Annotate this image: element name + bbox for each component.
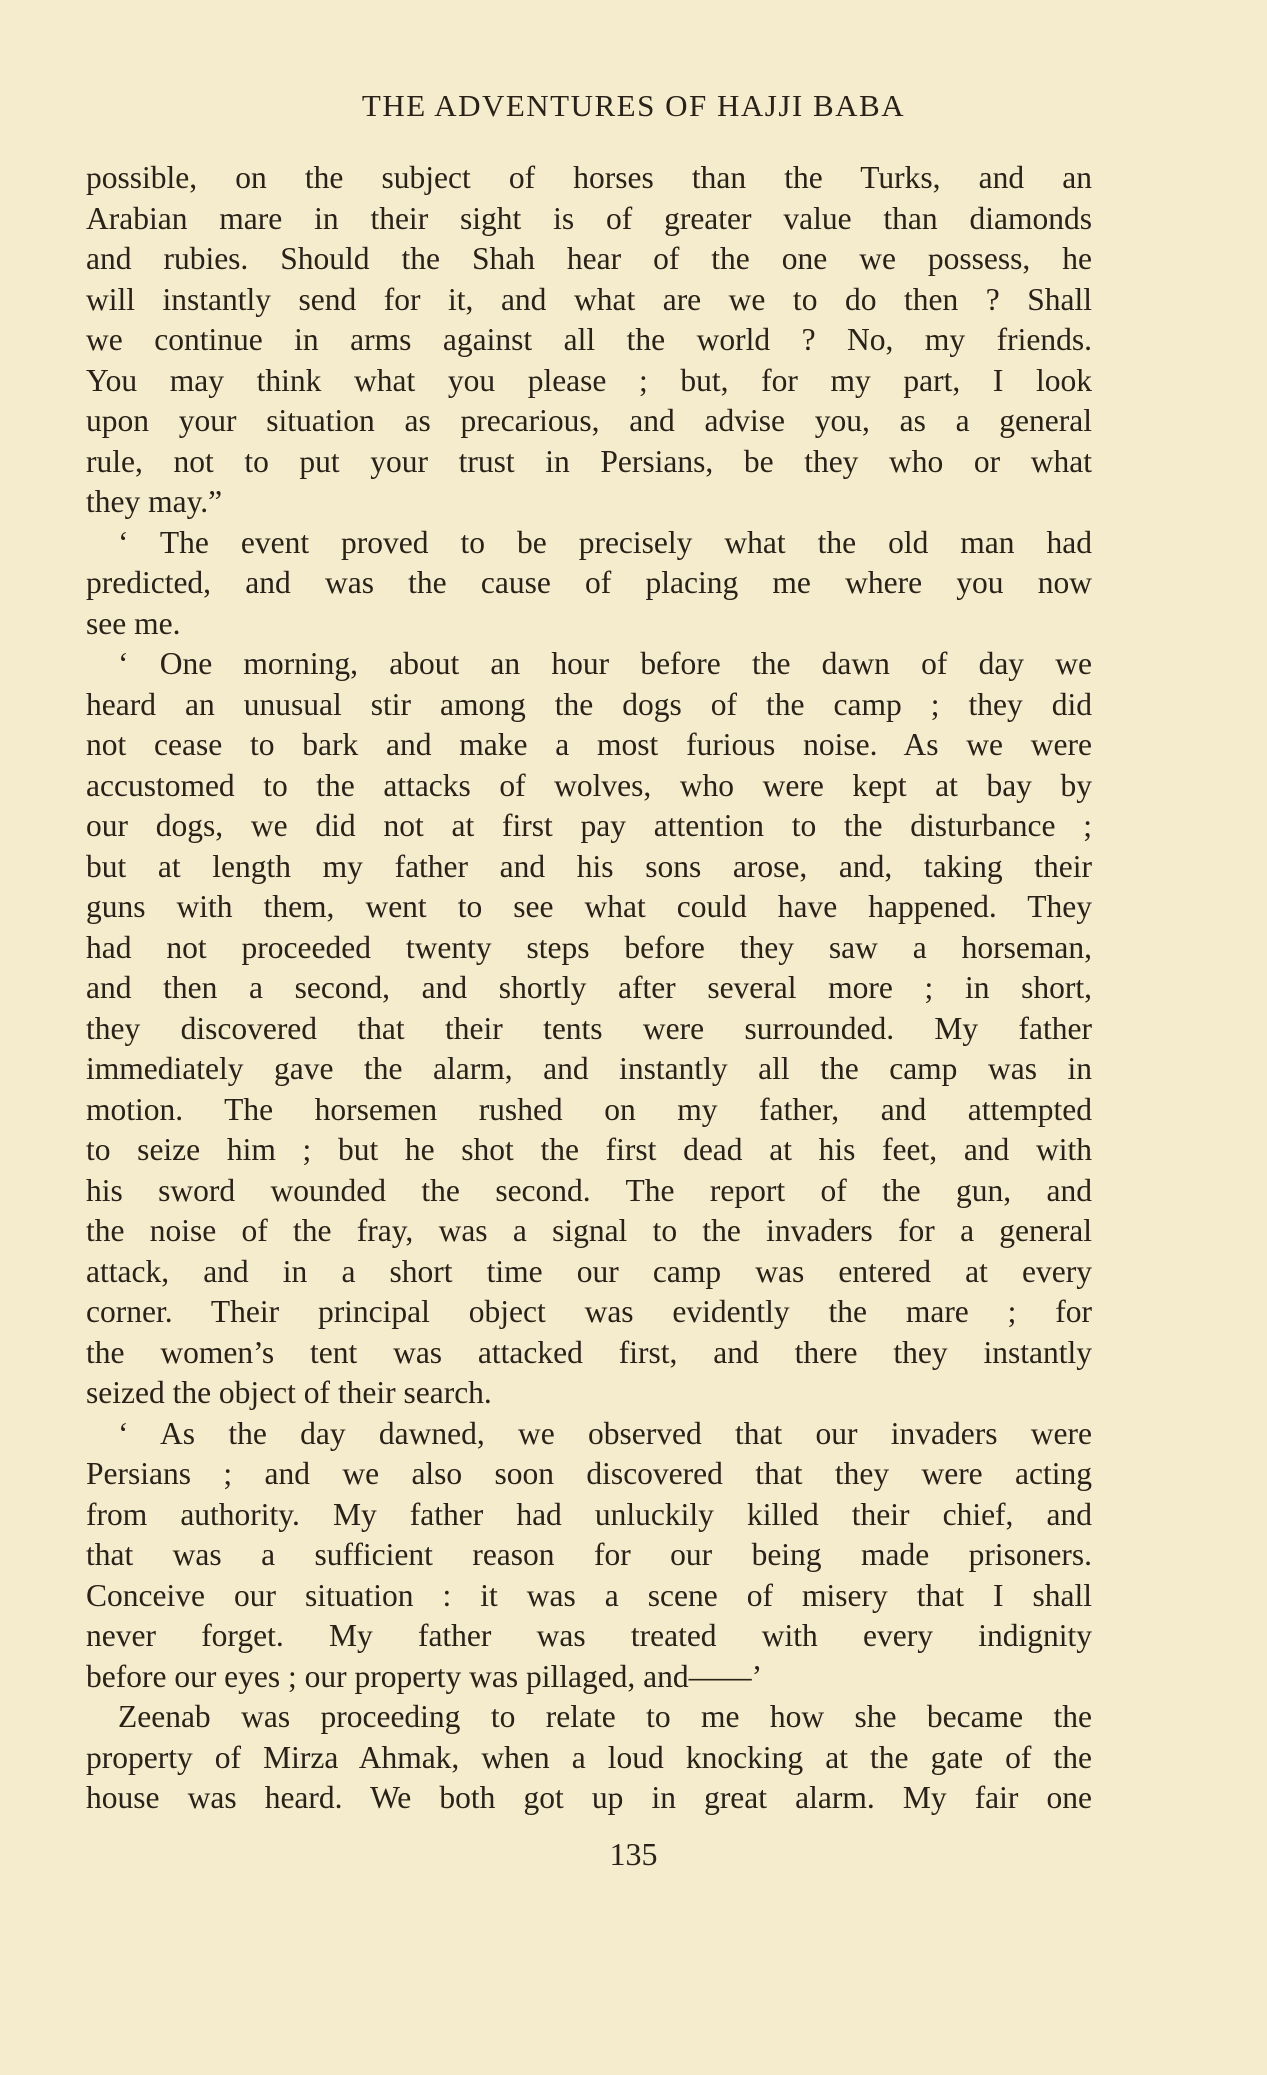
text-line: seized the object of their search. [86,1375,492,1410]
text-line: corner. Their principal object was evidently the mare ; for [86,1294,1092,1329]
text-line: predicted, and was the cause of placing me where you now [86,565,1092,600]
text-line: property of Mirza Ahmak, when a loud knocking at the gate of the [86,1739,1092,1775]
text-line: and rubies. Should the Shah hear of the one we possess, he [86,241,1092,276]
text-line: immediately gave the alarm, and instantly all the camp was in [86,1051,1092,1086]
paragraph-first-line: ‘ One morning, about an hour before the dawn of day we [118,646,1092,681]
text-line: we continue in arms against all the world ? No, my friends. [86,322,1092,357]
text-line: Persians ; and we also soon discovered that they were acting [86,1456,1092,1491]
text-line: and then a second, and shortly after several more ; in short, [86,970,1092,1005]
text-line: house was heard. We both got up in great alarm. My fair one [86,1780,1092,1815]
text-line: rule, not to put your trust in Persians, be they who or what [86,443,1092,479]
page-number: 135 [609,1836,658,1872]
text-line: motion. The horsemen rushed on my father, and attempted [86,1091,1092,1127]
text-line: to seize him ; but he shot the first dead at his feet, and with [86,1132,1092,1167]
text-line: they may.” [86,484,223,519]
text-line: attack, and in a short time our camp was entered at every [86,1253,1092,1289]
text-line: Conceive our situation : it was a scene of misery that I shall [86,1577,1092,1613]
text-line: before our eyes ; our property was pillaged, and——’ [86,1658,763,1694]
paragraph-first-line: ‘ The event proved to be precisely what the old man had [118,524,1092,560]
text-line: accustomed to the attacks of wolves, who were kept at bay by [86,767,1092,803]
text-line: heard an unusual stir among the dogs of the camp ; they did [86,686,1092,722]
paragraph-first-line: ‘ As the day dawned, we observed that our invaders were [118,1415,1092,1451]
text-line: the women’s tent was attacked first, and there they instantly [86,1334,1092,1370]
text-line: see me. [86,605,181,641]
text-line: but at length my father and his sons arose, and, taking their [86,848,1092,884]
text-line: his sword wounded the second. The report of the gun, and [86,1172,1092,1208]
text-line: upon your situation as precarious, and advise you, as a general [86,403,1092,438]
text-line: our dogs, we did not at first pay attention to the disturbance ; [86,808,1092,843]
text-line: not cease to bark and make a most furious noise. As we were [86,727,1092,762]
text-line: from authority. My father had unluckily killed their chief, and [86,1496,1092,1532]
text-line: the noise of the fray, was a signal to the invaders for a general [86,1213,1092,1248]
text-line: had not proceeded twenty steps before they saw a horseman, [86,929,1092,965]
running-head: THE ADVENTURES OF HAJJI BABA [361,88,906,123]
text-line: will instantly send for it, and what are we to do then ? Shall [86,281,1092,317]
text-line: possible, on the subject of horses than the Turks, and an [86,160,1092,195]
body-text [86,158,1092,1819]
text-line: that was a sufficient reason for our being made prisoners. [86,1537,1092,1572]
paragraph-first-line: Zeenab was proceeding to relate to me how she became the [118,1699,1092,1734]
text-line: never forget. My father was treated with every indignity [86,1618,1092,1653]
text-line: they discovered that their tents were surrounded. My father [86,1010,1092,1046]
text-line: guns with them, went to see what could have happened. They [86,889,1092,924]
text-line: Arabian mare in their sight is of greater value than diamonds [86,200,1092,236]
text-line: You may think what you please ; but, for my part, I look [86,362,1092,398]
